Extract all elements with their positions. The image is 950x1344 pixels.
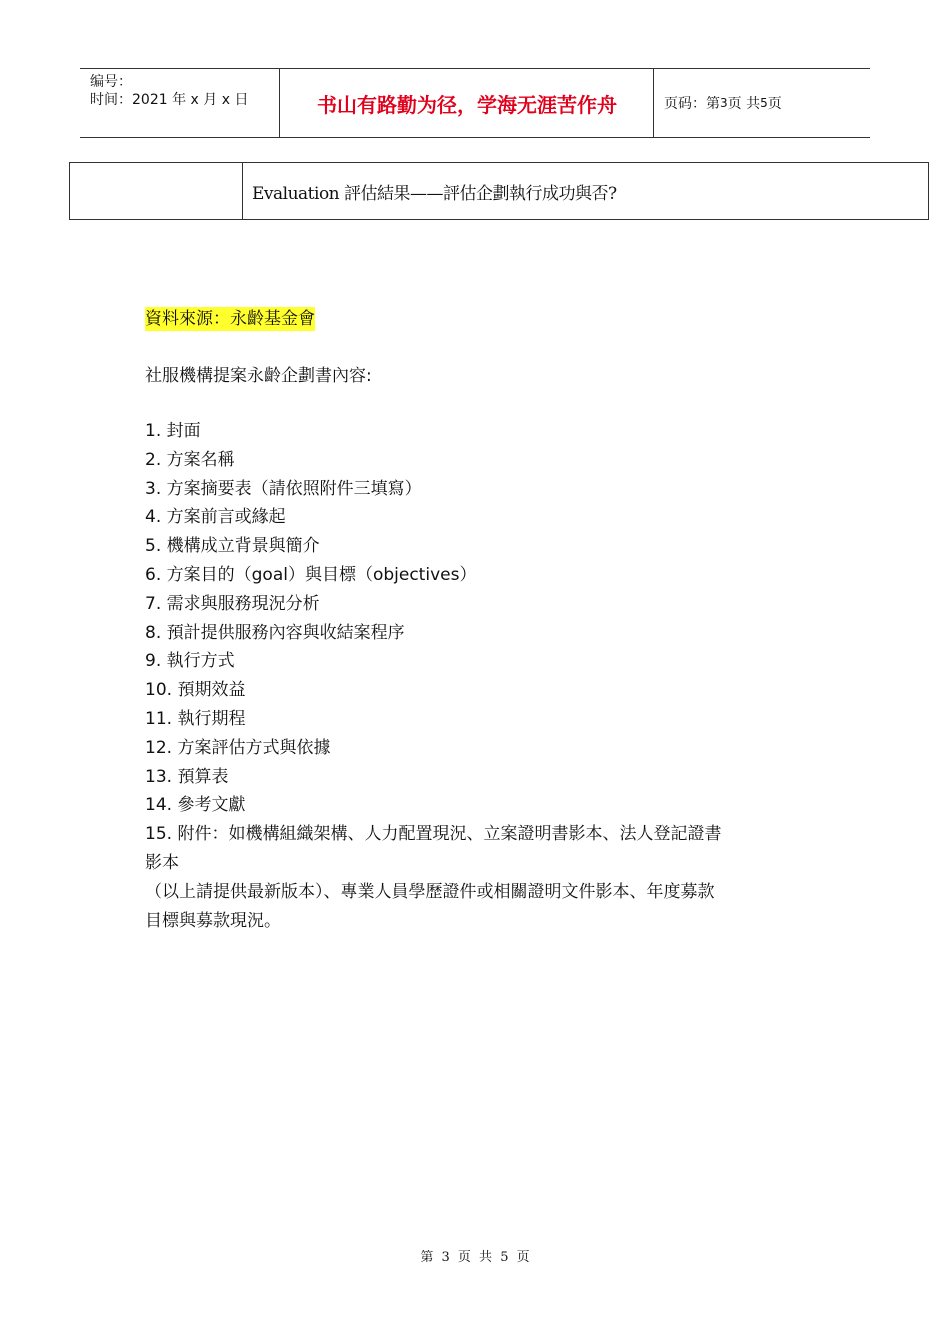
list-item: 14. 參考文獻 xyxy=(145,795,246,816)
header-meta-cell xyxy=(80,69,280,137)
list-item: 影本 xyxy=(145,852,179,873)
list-item: 5. 機構成立背景與簡介 xyxy=(145,536,320,557)
table-empty-cell xyxy=(70,163,243,219)
page-header xyxy=(80,68,870,138)
number-label: 编号： xyxy=(90,74,132,90)
list-item: 6. 方案目的（goal）與目標（objectives） xyxy=(145,564,477,585)
source-highlight: 資料來源：永齡基金會 xyxy=(145,309,315,329)
page-total: 5 xyxy=(760,96,768,110)
list-item: 2. 方案名稱 xyxy=(145,449,235,470)
header-motto: 书山有路勤为径，学海无涯苦作舟 xyxy=(281,69,654,137)
list-item: 8. 預計提供服務內容與收結案程序 xyxy=(145,622,405,643)
list-item: （以上請提供最新版本）、專業人員學歷證件或相關證明文件影本、年度募款 xyxy=(145,881,715,902)
intro-line: 社服機構提案永齡企劃書內容: xyxy=(145,366,372,386)
list-item: 11. 執行期程 xyxy=(145,708,246,729)
table-evaluation-cell: Evaluation 評估結果——評估企劃執行成功與否? xyxy=(252,183,617,204)
list-item: 12. 方案評估方式與依據 xyxy=(145,737,331,758)
page-prefix: 页码：第 xyxy=(664,96,720,112)
page-mid: 页 共 xyxy=(727,96,761,112)
list-item: 7. 需求與服務現況分析 xyxy=(145,593,320,614)
header-page-info xyxy=(654,69,870,137)
list-item: 目標與募款現況。 xyxy=(145,910,281,931)
page-footer: 第 3 页 共 5 页 xyxy=(420,1250,530,1265)
list-item: 9. 執行方式 xyxy=(145,651,235,672)
time-label: 时间：2021 年 x 月 x 日 xyxy=(90,92,249,108)
list-item: 3. 方案摘要表（請依照附件三填寫） xyxy=(145,478,422,499)
list-item: 15. 附件：如機構組織架構、人力配置現況、立案證明書影本、法人登記證書 xyxy=(145,824,722,845)
list-item: 10. 預期效益 xyxy=(145,680,246,701)
list-item: 1. 封面 xyxy=(145,421,201,441)
content-list xyxy=(145,417,825,935)
page-current: 3 xyxy=(720,96,728,110)
evaluation-table xyxy=(69,162,929,220)
page-suffix: 页 xyxy=(767,96,782,112)
source-line xyxy=(145,304,315,329)
list-item: 4. 方案前言或緣起 xyxy=(145,507,286,528)
list-item: 13. 預算表 xyxy=(145,766,229,787)
